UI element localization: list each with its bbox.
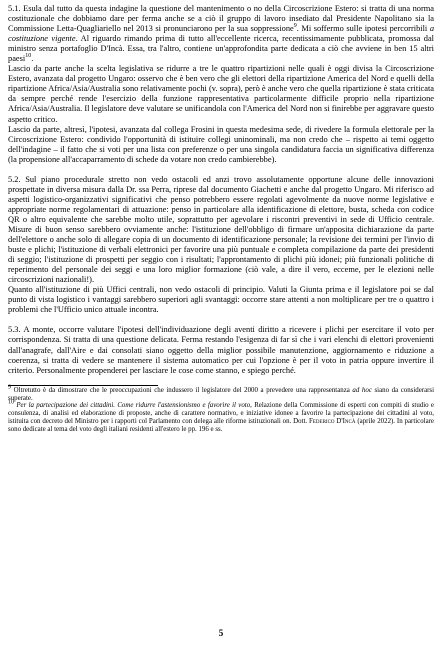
paragraph-gap xyxy=(8,165,434,175)
footnote-number: 10 xyxy=(8,400,14,407)
text-span: siano da considerarsi superate. xyxy=(8,386,435,402)
author-name: Federico D'Incà xyxy=(309,418,356,426)
text-span: Oltretutto è da dimostrare che le preoccupazioni che indussero il legislatore del 2000 a prevedere una rappresentanza xyxy=(11,386,353,394)
text-span: , Relazione della Commissione di esperti con compiti di studio e consulenza, di analisi ed elaborazione di proposte, anche di carattere normativo, e iniziative idonee a favorire la partecipazione dei cittadini al voto, istituita con decreto del Ministro per i rapporti col Parlamento con delega alle riforme istituzionali on. Dott. xyxy=(8,402,434,426)
footnote-separator xyxy=(8,385,158,386)
footnote-number: 9 xyxy=(8,384,11,391)
text-span: . Al riguardo rimando prima di tutto all'eccellente ricerca, recentissimamente pubblicata, promossa dal ministro senza portafoglio D'Incà. Essa, tra l'altro, contiene un'approfondita parte dedicata a ciò che avviene in ben 15 altri paesi xyxy=(8,34,434,64)
text-span: . Mi soffermo sulle ipotesi percorribili xyxy=(296,24,430,34)
paragraph-5-2-procedure: 5.2. Sul piano procedurale stretto non vedo ostacoli ed anzi trovo assolutamente opportune alcune delle innovazioni prospettate in diversa misura dalla Dr. ssa Perra, riprese dal documento Giachetti e anche dal progetto Ungaro. Mi riferisco ad aspetti logistico-organizzativi significativi che penso potrebbero essere regolati agevolmente da nuove norme legislative e appropriate norme regolamentari di attuazione: penso in particolare alla identificazione di elettore, busta, scheda con codice QR o altro equivalente che sarebbe molto utile, soprattutto per agevolare i riscontri preventivi in sede di Ufficio centrale. Misure di buon senso sarebbero ovviamente anche: l'istituzione dell'obbligo di firmare un'apposita dichiarazione da parte dell'elettore o anche solo di allegare copia di un documento di identificazione personale; la revisione dei termini per l'invio di buste e plichi; l'istituzione di verbali elettronici per favorire una più puntuale e completa compilazione da parte dei presidenti di seggio; l'istituzione di prospetti per seggio con i risultati; l'approntamento di plichi più idonei; più funzionali politiche di reperimento del personale dei seggi e una loro miglior formazione (ciò vale, a dire il vero, ecceme, per le elezioni nelle circoscrizioni nazionali!). xyxy=(8,174,434,285)
paragraph-gap xyxy=(8,315,434,325)
paragraph-5-1-formula: Lascio da parte, altresì, l'ipotesi, avanzata dal collega Frosini in questa medesima sede, di rivedere la formula elettorale per la Circoscrizione Estero: condivido l'opportunità di istituire collegi uninominali, ma non credo che – rispetto ai temi oggetto dell'indagine – il fatto che si voti per una lista con preferenze o per una singola candidatura faccia un significativa differenza (la propensione all'accaparramento di schede da votare non credo cambierebbe). xyxy=(8,124,434,164)
footnote-ref-9[interactable]: 9 xyxy=(293,23,297,30)
paragraph-5-2-uffici: Quanto all'istituzione di più Uffici centrali, non vedo ostacoli di principio. Valuti la Giunta prima e il legislatore poi se dal punto di vista logistico i vantaggi sarebbero superiori agli svantaggi: occorre stare attenti a non moltiplicare per tre o quattro i problemi che l'Ufficio unico attuale incontra. xyxy=(8,285,434,315)
footnote-ref-10[interactable]: 10 xyxy=(25,53,32,60)
page-number: 5 xyxy=(218,628,224,638)
footnote-10 xyxy=(8,402,434,434)
footnote-9 xyxy=(8,384,435,403)
paragraph-5-1-ripartizioni: Lascio da parte anche la scelta legislativa se ridurre a tre le quattro ripartizioni nelle quali è oggi divisa la Circoscrizione Estero, avanzata dal progetto Ungaro: osservo che è ben vero che gli elettori della ripartizione America del Nord e quelli della ripartizione Africa/Asia/Australia sono relativamente pochi (v. sopra), però è anche vero che quella ripartizione è stata criticata da sempre perché rende l'esercizio della funzione rappresentativa particolarmente difficile proprio nella ripartizione Africa/Asia/Australia. Il legislatore deve valutare se unificandola con l'America del Nord non si finirebbe per aggravare questo aspetto critico. xyxy=(8,64,434,124)
text-span: (aprile 2022). In particolare sono dedicate al tema del voto degli italiani residenti all'estero le pp. 196 e ss. xyxy=(8,418,434,434)
paragraph-5-1-intro xyxy=(8,4,434,64)
italic-phrase: a costituzione vigente xyxy=(8,24,434,44)
paragraph-5-3-aventi-diritto: 5.3. A monte, occorre valutare l'ipotesi dell'individuazione degli aventi diritto a ricevere i plichi per esercitare il voto per corrispondenza. Si tratta di una questione delicata. Ferma restando l'esigenza di far sì che i vari elenchi di elettori provenienti dall'anagrafe, dall'Aire e dai consolati siano oggetto della miglior possibile manutenzione, aggiornamento e riduzione a coerenza, si tratta di vedere se mantenere il sistema automatico per cui l'opzione è per il voto in patria oppure invertire il criterio. Personalmente propenderei per lasciare le cose come stanno, e spiego perché. xyxy=(8,325,434,375)
text-span: . xyxy=(31,54,34,64)
italic-title: Per la partecipazione dei cittadini. Come ridurre l'astensionismo e favorire il voto xyxy=(14,402,251,410)
text-span: 5.1. Esula dal tutto da questa indagine la questione del mantenimento o no della Circoscrizione Estero: si tratta di una norma costituzionale che dobbiamo dare per ferma anche se a ciò il gruppo di lavoro insediato dal Presidente Napolitano sia la Commissione Letta-Quagliariello nel 2013 si pronunciarono per la sua soppressione xyxy=(8,4,434,34)
italic-phrase: ad hoc xyxy=(352,386,372,394)
